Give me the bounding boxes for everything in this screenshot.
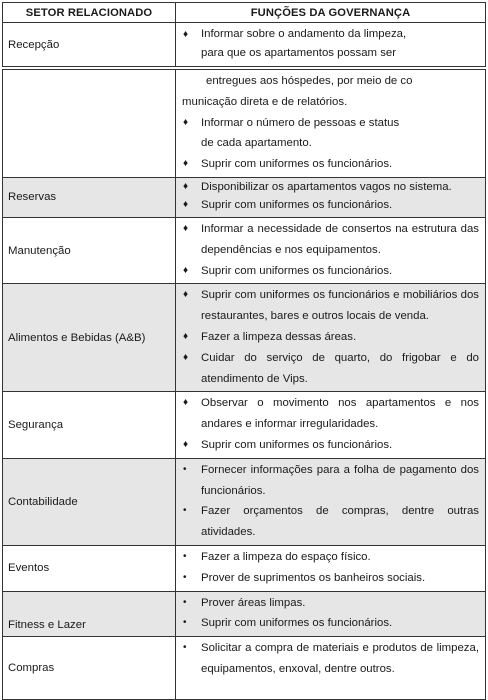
sector-cell: Reservas xyxy=(3,177,176,217)
sector-cell: Alimentos e Bebidas (A&B) xyxy=(3,284,176,392)
sector-cell: Recepção xyxy=(3,23,176,67)
list-item: • Fazer a limpeza do espaço físico. xyxy=(182,547,479,568)
list-item: • Suprir com uniformes os funcionários. xyxy=(182,613,479,634)
sector-cell xyxy=(3,70,176,178)
diamond-bullet-icon: ♦ xyxy=(183,330,189,342)
diamond-bullet-icon: ♦ xyxy=(183,158,189,170)
table-row-seguranca xyxy=(3,392,486,458)
dot-bullet-icon: • xyxy=(183,617,187,629)
functions-cell xyxy=(176,217,486,283)
list-item: ♦ Fazer a limpeza dessas áreas. xyxy=(182,327,479,348)
list-item: • Fornecer informações para a folha de pagamento dos funcionários. xyxy=(182,460,479,502)
sector-cell: Contabilidade xyxy=(3,458,176,545)
functions-cell xyxy=(176,591,486,637)
list-item: de cada apartamento. xyxy=(201,137,312,150)
functions-cell xyxy=(176,177,486,217)
functions-cell xyxy=(176,284,486,392)
dot-bullet-icon: • xyxy=(183,505,187,517)
list-item: ♦ Informar a necessidade de consertos na estrutura das dependências e nos equipamentos. xyxy=(182,219,479,261)
sector-cell: Compras xyxy=(3,637,176,700)
diamond-bullet-icon: ♦ xyxy=(183,180,189,192)
functions-cell xyxy=(176,23,486,67)
table-row-manutencao xyxy=(3,217,486,283)
list-item: ♦ Suprir com uniformes os funcionários. xyxy=(182,196,479,215)
functions-cell xyxy=(176,458,486,545)
table-row-reservas xyxy=(3,177,486,217)
header-sector: SETOR RELACIONADO xyxy=(3,3,176,23)
table-row-fitness-lazer xyxy=(3,591,486,637)
list-item: ♦ Suprir com uniformes os funcionários e mobiliários dos restaurantes, bares e outros locais de venda. xyxy=(182,285,479,327)
functions-cell xyxy=(176,392,486,458)
diamond-bullet-icon: ♦ xyxy=(183,116,189,128)
sector-cell: Segurança xyxy=(3,392,176,458)
table-row-alimentos-bebidas xyxy=(3,284,486,392)
list-item: ♦ Suprir com uniformes os funcionários. xyxy=(182,261,479,282)
functions-cell xyxy=(176,637,486,700)
sector-cell: Eventos xyxy=(3,545,176,591)
functions-cell xyxy=(176,545,486,591)
list-item: • Solicitar a compra de materiais e produtos de limpeza, equipamentos, enxoval, dentre outros. xyxy=(182,638,479,680)
list-item: ♦ Informar o número de pessoas e status xyxy=(182,113,479,134)
functions-cell xyxy=(176,70,486,178)
continuation-text: entregues aos hóspedes, por meio de co xyxy=(206,75,413,87)
diamond-bullet-icon: ♦ xyxy=(183,222,189,234)
table-row-continuation xyxy=(3,70,486,178)
sector-cell: Manutenção xyxy=(3,217,176,283)
diamond-bullet-icon: ♦ xyxy=(183,289,189,301)
list-item: • Prover áreas limpas. xyxy=(182,593,479,614)
list-item: ♦ Cuidar do serviço de quarto, do frigobar e do atendimento de Vips. xyxy=(182,348,479,390)
dot-bullet-icon: • xyxy=(183,642,187,654)
list-item: ♦ Suprir com uniformes os funcionários. xyxy=(182,435,479,456)
diamond-bullet-icon: ♦ xyxy=(183,438,189,450)
list-item: ♦ Informar sobre o andamento da limpeza, xyxy=(182,25,479,44)
sector-cell: Fitness e Lazer xyxy=(3,591,176,637)
table-row-eventos xyxy=(3,545,486,591)
diamond-bullet-icon: ♦ xyxy=(183,351,189,363)
table-row-recepcao xyxy=(3,23,486,67)
table-row-contabilidade xyxy=(3,458,486,545)
diamond-bullet-icon: ♦ xyxy=(183,397,189,409)
list-item: • Prover de suprimentos os banheiros sociais. xyxy=(182,568,479,589)
header-functions: FUNÇÕES DA GOVERNANÇA xyxy=(176,3,486,23)
governance-table-header-part xyxy=(2,2,486,67)
dot-bullet-icon: • xyxy=(183,550,187,562)
diamond-bullet-icon: ♦ xyxy=(183,28,189,40)
list-item: para que os apartamentos possam ser xyxy=(201,46,397,59)
diamond-bullet-icon: ♦ xyxy=(183,199,189,211)
list-item: ♦ Disponibilizar os apartamentos vagos no sistema. xyxy=(182,178,479,197)
header-row xyxy=(3,3,486,23)
dot-bullet-icon: • xyxy=(183,571,187,583)
dot-bullet-icon: • xyxy=(183,596,187,608)
list-item: • Fazer orçamentos de compras, dentre outras atividades. xyxy=(182,501,479,543)
list-item: ♦ Observar o movimento nos apartamentos e nos andares e informar irregularidades. xyxy=(182,393,479,435)
list-item: ♦ Suprir com uniformes os funcionários. xyxy=(182,154,479,175)
diamond-bullet-icon: ♦ xyxy=(183,264,189,276)
table-row-compras xyxy=(3,637,486,700)
governance-table xyxy=(2,69,486,700)
dot-bullet-icon: • xyxy=(183,463,187,475)
continuation-text: municação direta e de relatórios. xyxy=(182,95,348,108)
